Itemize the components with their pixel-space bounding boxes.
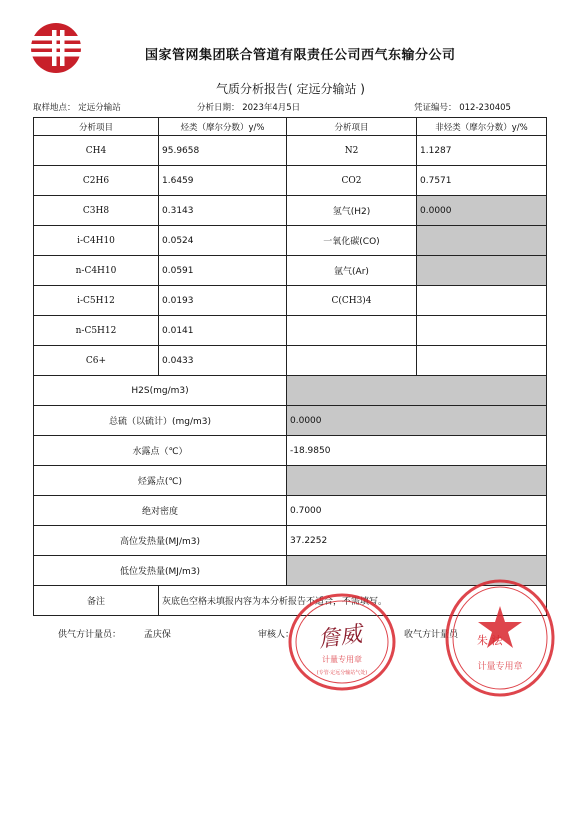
hhv-value: 37.2252 (287, 526, 547, 556)
empty-cell (417, 346, 547, 376)
analysis-date-value: 2023年4月5日 (242, 103, 301, 113)
hc-name: i-C5H12 (34, 286, 159, 316)
analysis-date-label: 分析日期： (197, 103, 240, 113)
table-row (34, 316, 547, 346)
hc-value: 0.0591 (159, 256, 287, 286)
hc-dew-value-empty (287, 466, 547, 496)
total-sulfur-label: 总硫（以硫计）(mg/m3) (34, 406, 287, 436)
nhc-value-empty (417, 226, 547, 256)
h2s-value-empty (287, 376, 547, 406)
hc-value: 0.0524 (159, 226, 287, 256)
empty-cell (287, 346, 417, 376)
remark-label: 备注 (34, 586, 159, 616)
supplier-signoff (58, 627, 171, 640)
sampling-site (33, 101, 121, 113)
company-name: 国家管网集团联合管道有限责任公司西气东输分公司 (145, 48, 456, 63)
lhv-label: 低位发热量(MJ/m3) (34, 556, 287, 586)
col-header-hydrocarbon: 烃类（摩尔分数）y/% (159, 118, 287, 136)
report-title: 气质分析报告( 定远分输站 ) (216, 82, 365, 96)
hc-dew-label: 烃露点(℃) (34, 466, 287, 496)
table-row (34, 196, 547, 226)
table-row (34, 226, 547, 256)
col-header-nonhydrocarbon: 非烃类（摩尔分数）y/% (417, 118, 547, 136)
nhc-value: 1.1287 (417, 136, 547, 166)
table-row (34, 136, 547, 166)
seal-left-text: 计量专用章 (322, 655, 362, 664)
nhc-value-empty (417, 256, 547, 286)
remark-text: 灰底色空格未填报内容为本分析报告不适合，不需填写。 (159, 586, 547, 616)
nhc-value: 0.7571 (417, 166, 547, 196)
supplier-label: 供气方计量员： (58, 630, 122, 640)
nhc-name: CO2 (287, 166, 417, 196)
empty-cell (287, 316, 417, 346)
col-header-item: 分析项目 (287, 118, 417, 136)
table-row (34, 466, 547, 496)
seal-right-name: 朱 法 (477, 634, 503, 647)
analysis-table (33, 117, 547, 616)
table-row (34, 496, 547, 526)
nhc-value: 0.0000 (417, 196, 547, 226)
hc-name: i-C4H10 (34, 226, 159, 256)
hhv-label: 高位发热量(MJ/m3) (34, 526, 287, 556)
hc-name: n-C5H12 (34, 316, 159, 346)
hc-value: 0.0141 (159, 316, 287, 346)
hc-value: 0.3143 (159, 196, 287, 226)
voucher-label: 凭证编号： (414, 103, 457, 113)
voucher-value: 012-230405 (459, 103, 511, 113)
table-row (34, 256, 547, 286)
sampling-site-label: 取样地点： (33, 103, 76, 113)
supplier-name: 孟庆保 (143, 630, 171, 640)
nhc-value-empty (417, 286, 547, 316)
hc-value: 95.9658 (159, 136, 287, 166)
h2s-label: H2S(mg/m3) (34, 376, 287, 406)
table-row (34, 406, 547, 436)
hc-value: 0.0433 (159, 346, 287, 376)
nhc-name: 一氧化碳(CO) (287, 226, 417, 256)
hc-name: C6+ (34, 346, 159, 376)
nhc-name: C(CH3)4 (287, 286, 417, 316)
table-header-row (34, 118, 547, 136)
table-row (34, 376, 547, 406)
hc-name: C2H6 (34, 166, 159, 196)
company-logo (30, 22, 82, 74)
receiver-label: 收气方计量员 (404, 630, 459, 640)
seal-left-sub: (专管·定远分输站气处) (316, 670, 368, 676)
table-row (34, 346, 547, 376)
table-row (34, 166, 547, 196)
signature: 詹威 (316, 622, 364, 653)
hc-name: n-C4H10 (34, 256, 159, 286)
density-value: 0.7000 (287, 496, 547, 526)
total-sulfur-value: 0.0000 (287, 406, 547, 436)
hc-value: 0.0193 (159, 286, 287, 316)
empty-cell (417, 316, 547, 346)
analysis-date (197, 101, 300, 113)
hc-name: C3H8 (34, 196, 159, 226)
hc-name: CH4 (34, 136, 159, 166)
table-row (34, 436, 547, 466)
table-row (34, 286, 547, 316)
sampling-site-value: 定远分输站 (78, 103, 121, 113)
water-dew-value: -18.9850 (287, 436, 547, 466)
water-dew-label: 水露点（℃） (34, 436, 287, 466)
nhc-name: 氢气(H2) (287, 196, 417, 226)
nhc-name: 氩气(Ar) (287, 256, 417, 286)
hc-value: 1.6459 (159, 166, 287, 196)
voucher-number (414, 101, 511, 113)
seal-right-text: 计量专用章 (477, 662, 523, 672)
reviewer-label: 审核人： (258, 630, 295, 640)
nhc-name: N2 (287, 136, 417, 166)
density-label: 绝对密度 (34, 496, 287, 526)
col-header-item: 分析项目 (34, 118, 159, 136)
table-row (34, 526, 547, 556)
